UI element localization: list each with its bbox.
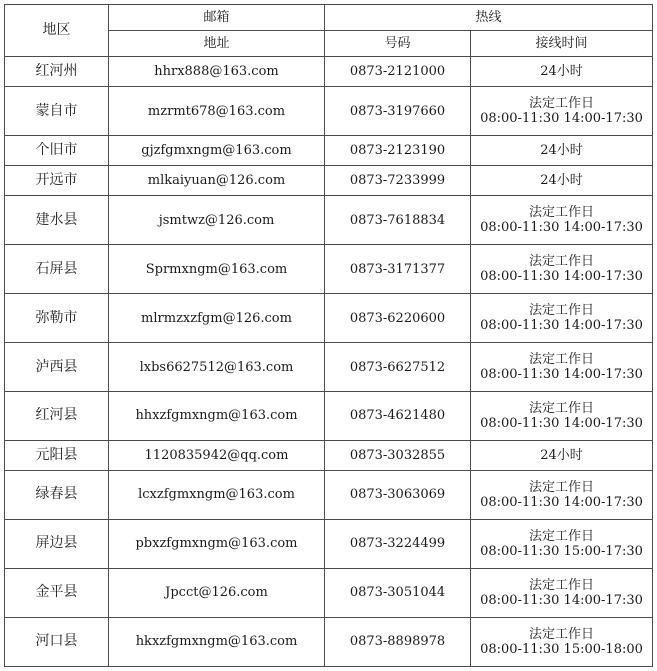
header-address: 地址 (109, 31, 325, 57)
cell-phone: 0873-3063069 (325, 471, 471, 520)
cell-hours (471, 166, 653, 196)
hours-line: 法定工作日 (529, 400, 595, 416)
hours-line: 法定工作日 (529, 626, 595, 642)
hours-line: 24小时 (540, 173, 583, 189)
cell-phone: 0873-2123190 (325, 136, 471, 166)
cell-phone: 0873-3197660 (325, 87, 471, 136)
hours-line: 08:00-11:30 14:00-17:30 (480, 111, 643, 127)
table-row (5, 617, 653, 666)
table-row (5, 136, 653, 166)
cell-phone: 0873-4621480 (325, 391, 471, 440)
header-number: 号码 (325, 31, 471, 57)
cell-hours (471, 343, 653, 392)
cell-phone: 0873-8898978 (325, 617, 471, 666)
cell-email: 1120835942@qq.com (109, 440, 325, 470)
hotline-table (4, 4, 653, 667)
table-body (5, 57, 653, 667)
cell-email: hkxzfgmxngm@163.com (109, 617, 325, 666)
cell-email: gjzfgmxngm@163.com (109, 136, 325, 166)
hours-line: 08:00-11:30 14:00-17:30 (480, 220, 643, 236)
cell-region: 开远市 (5, 166, 109, 196)
cell-hours (471, 294, 653, 343)
table-row (5, 568, 653, 617)
cell-region: 红河州 (5, 57, 109, 87)
cell-hours (471, 471, 653, 520)
table-row (5, 87, 653, 136)
cell-hours (471, 57, 653, 87)
cell-region: 元阳县 (5, 440, 109, 470)
header-hotline: 热线 (325, 5, 653, 31)
cell-region: 泸西县 (5, 343, 109, 392)
hours-line: 法定工作日 (529, 479, 595, 495)
cell-hours (471, 245, 653, 294)
cell-phone: 0873-7618834 (325, 196, 471, 245)
cell-phone: 0873-3224499 (325, 519, 471, 568)
cell-phone: 0873-6627512 (325, 343, 471, 392)
cell-region: 绿春县 (5, 471, 109, 520)
hours-line: 法定工作日 (529, 303, 595, 319)
hours-line: 08:00-11:30 14:00-17:30 (480, 415, 643, 431)
cell-hours (471, 391, 653, 440)
table-row (5, 343, 653, 392)
cell-email: Sprmxngm@163.com (109, 245, 325, 294)
cell-region: 石屏县 (5, 245, 109, 294)
cell-email: lcxzfgmxngm@163.com (109, 471, 325, 520)
hours-line: 08:00-11:30 14:00-17:30 (480, 494, 643, 510)
table-row (5, 294, 653, 343)
table-row (5, 196, 653, 245)
cell-hours (471, 617, 653, 666)
cell-phone: 0873-6220600 (325, 294, 471, 343)
hours-line: 08:00-11:30 14:00-17:30 (480, 269, 643, 285)
cell-region: 个旧市 (5, 136, 109, 166)
cell-region: 河口县 (5, 617, 109, 666)
cell-region: 金平县 (5, 568, 109, 617)
hours-line: 法定工作日 (529, 96, 595, 112)
cell-phone: 0873-2121000 (325, 57, 471, 87)
cell-hours (471, 87, 653, 136)
hours-line: 08:00-11:30 14:00-17:30 (480, 367, 643, 382)
cell-phone: 0873-3171377 (325, 245, 471, 294)
cell-hours (471, 440, 653, 470)
cell-region: 屏边县 (5, 519, 109, 568)
hours-line: 法定工作日 (529, 577, 595, 593)
header-mailbox: 邮箱 (109, 5, 325, 31)
cell-phone: 0873-7233999 (325, 166, 471, 196)
cell-region: 建水县 (5, 196, 109, 245)
cell-email: Jpcct@126.com (109, 568, 325, 617)
hours-line: 法定工作日 (529, 254, 595, 270)
cell-email: lxbs6627512@163.com (109, 343, 325, 392)
hours-line: 08:00-11:30 14:00-17:30 (480, 592, 643, 608)
table-row (5, 471, 653, 520)
hours-line: 法定工作日 (529, 205, 595, 221)
cell-email: hhrx888@163.com (109, 57, 325, 87)
hours-line: 24小时 (540, 143, 583, 159)
cell-hours (471, 519, 653, 568)
hours-line: 24小时 (540, 64, 583, 80)
hours-line: 24小时 (540, 447, 583, 463)
cell-email: jsmtwz@126.com (109, 196, 325, 245)
hours-line: 法定工作日 (529, 352, 595, 367)
table-row (5, 440, 653, 470)
hours-line: 法定工作日 (529, 528, 595, 544)
table-row (5, 166, 653, 196)
table-row (5, 391, 653, 440)
cell-email: mlrmzxzfgm@126.com (109, 294, 325, 343)
cell-email: hhxzfgmxngm@163.com (109, 391, 325, 440)
cell-hours (471, 196, 653, 245)
cell-region: 弥勒市 (5, 294, 109, 343)
cell-hours (471, 136, 653, 166)
header-row-top (5, 5, 653, 31)
cell-phone: 0873-3051044 (325, 568, 471, 617)
cell-phone: 0873-3032855 (325, 440, 471, 470)
table-row (5, 519, 653, 568)
table-row (5, 245, 653, 294)
cell-region: 红河县 (5, 391, 109, 440)
cell-email: mlkaiyuan@126.com (109, 166, 325, 196)
hours-line: 08:00-11:30 15:00-17:30 (480, 543, 643, 559)
header-hours: 接线时间 (471, 31, 653, 57)
cell-email: mzrmt678@163.com (109, 87, 325, 136)
table-row (5, 57, 653, 87)
cell-region: 蒙自市 (5, 87, 109, 136)
cell-email: pbxzfgmxngm@163.com (109, 519, 325, 568)
cell-hours (471, 568, 653, 617)
hours-line: 08:00-11:30 14:00-17:30 (480, 318, 643, 334)
hours-line: 08:00-11:30 15:00-18:00 (480, 641, 643, 657)
header-region: 地区 (5, 5, 109, 57)
